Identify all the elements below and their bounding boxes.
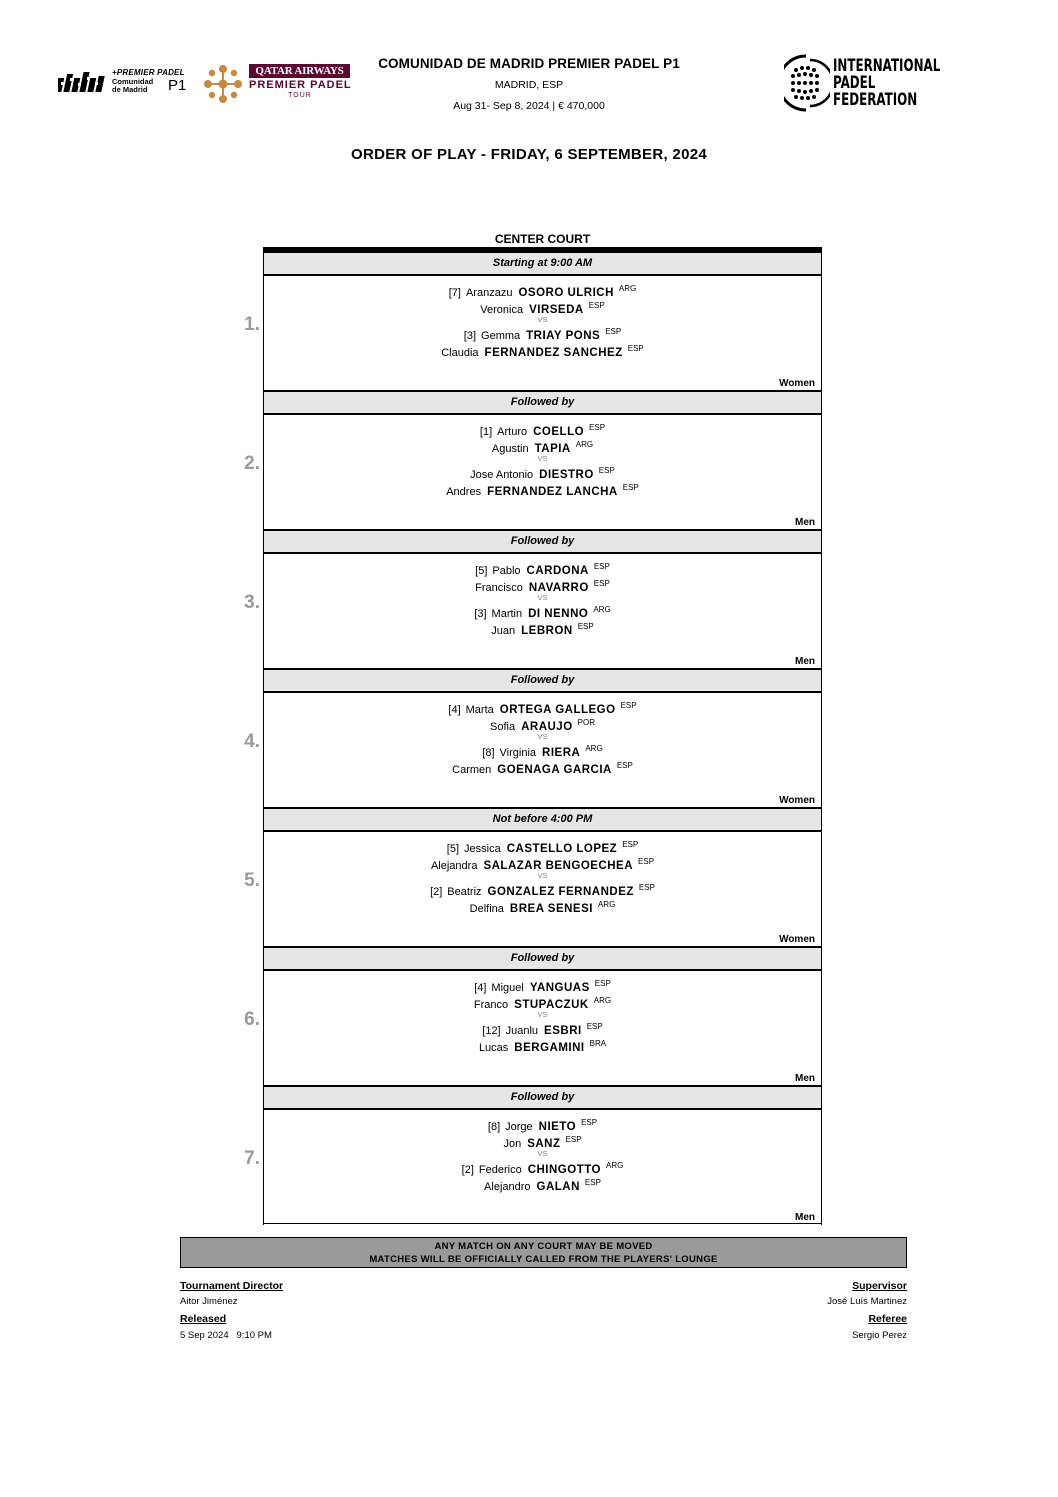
team2-player1 xyxy=(264,325,821,342)
player-last-name: FERNANDEZ LANCHA xyxy=(487,486,618,498)
match-slot-label: Followed by xyxy=(263,946,822,971)
player-last-name: DI NENNO xyxy=(528,608,589,620)
team1-player2 xyxy=(264,438,821,455)
player-last-name: GALAN xyxy=(536,1181,580,1193)
match-category: Men xyxy=(795,1212,815,1223)
match-card xyxy=(263,1110,822,1225)
referee-label: Referee xyxy=(868,1313,907,1325)
team2-player1 xyxy=(264,881,821,898)
player-last-name: RIERA xyxy=(542,747,581,759)
versus-label: VS xyxy=(537,454,548,463)
player-seed: [2] xyxy=(461,1164,474,1176)
player-nationality: ESP xyxy=(627,344,644,353)
player-last-name: BREA SENESI xyxy=(509,903,593,915)
team2-player2 xyxy=(264,1037,821,1054)
tournament-director-name: Aitor Jiménez xyxy=(180,1296,238,1307)
match-category: Women xyxy=(779,934,815,945)
player-first-name: Jose Antonio xyxy=(470,469,534,481)
player-seed: [5] xyxy=(446,843,460,855)
player-first-name: Juanlu xyxy=(505,1025,539,1037)
player-first-name: Beatriz xyxy=(447,886,482,898)
player-last-name: FERNANDEZ SANCHEZ xyxy=(484,347,623,359)
player-nationality: ESP xyxy=(586,1022,603,1031)
team2-player1 xyxy=(264,1159,821,1176)
match-number: 7. xyxy=(244,1148,260,1169)
court-name: CENTER COURT xyxy=(494,232,591,246)
match-slot-label: Followed by xyxy=(263,390,822,415)
team1-player2 xyxy=(264,577,821,594)
player-nationality: ESP xyxy=(638,857,655,866)
player-nationality: ESP xyxy=(593,579,610,588)
supervisor-name: José Luís Martinez xyxy=(827,1296,907,1307)
player-first-name: Arturo xyxy=(497,426,528,438)
player-nationality: ESP xyxy=(598,466,615,475)
match-slot-label: Followed by xyxy=(263,529,822,554)
tournament-header xyxy=(329,56,729,112)
player-last-name: CARDONA xyxy=(526,565,589,577)
player-seed: [3] xyxy=(474,608,487,620)
comunidad-madrid-text: Comunidad de Madrid xyxy=(112,77,154,94)
player-seed: [4] xyxy=(448,704,461,716)
versus-label: VS xyxy=(537,593,548,602)
player-last-name: TRIAY PONS xyxy=(526,330,601,342)
player-first-name: Jon xyxy=(503,1138,522,1150)
player-last-name: ESBRI xyxy=(544,1025,582,1037)
premier-padel-madrid-logo xyxy=(58,64,190,102)
player-first-name: Andres xyxy=(446,486,482,498)
player-last-name: BERGAMINI xyxy=(514,1042,585,1054)
player-first-name: Jessica xyxy=(464,843,501,855)
team1-player1 xyxy=(264,560,821,577)
player-nationality: ESP xyxy=(638,883,655,892)
player-last-name: TAPIA xyxy=(534,443,571,455)
player-nationality: ARG xyxy=(605,1161,624,1170)
player-last-name: CHINGOTTO xyxy=(527,1164,601,1176)
player-last-name: GOENAGA GARCIA xyxy=(497,764,612,776)
tour-text: TOUR xyxy=(288,92,312,99)
player-nationality: POR xyxy=(577,718,595,727)
player-first-name: Carmen xyxy=(452,764,492,776)
match-number: 3. xyxy=(244,592,260,613)
team1-player1 xyxy=(264,1116,821,1133)
player-nationality: ESP xyxy=(622,483,639,492)
team2-player2 xyxy=(264,481,821,498)
player-seed: [3] xyxy=(463,330,477,342)
player-nationality: ARG xyxy=(593,996,612,1005)
player-first-name: Miguel xyxy=(491,982,524,994)
team2-player2 xyxy=(264,759,821,776)
player-nationality: ESP xyxy=(616,761,633,770)
player-seed: [12] xyxy=(482,1025,501,1037)
player-last-name: SANZ xyxy=(527,1138,561,1150)
order-of-play-title: ORDER OF PLAY - FRIDAY, 6 SEPTEMBER, 2024 xyxy=(350,146,707,163)
player-first-name: Claudia xyxy=(441,347,479,359)
player-nationality: ESP xyxy=(584,1178,601,1187)
player-first-name: Virginia xyxy=(499,747,537,759)
player-first-name: Gemma xyxy=(481,330,521,342)
team1-player2 xyxy=(264,855,821,872)
tournament-director-label: Tournament Director xyxy=(180,1280,284,1292)
team2-player1 xyxy=(264,742,821,759)
team1-player2 xyxy=(264,1133,821,1150)
team2-player2 xyxy=(264,898,821,915)
tournament-location: MADRID, ESP xyxy=(494,79,564,91)
premier-padel-flower-icon xyxy=(203,64,243,104)
team2-player2 xyxy=(264,1176,821,1193)
team1-player1 xyxy=(264,977,821,994)
ipf-name: INTERNATIONAL PADEL FEDERATION xyxy=(833,56,941,109)
player-first-name: Pablo xyxy=(492,565,521,577)
player-last-name: ORTEGA GALLEGO xyxy=(499,704,616,716)
player-nationality: ESP xyxy=(588,301,605,310)
player-seed: [8] xyxy=(487,1121,501,1133)
versus-label: VS xyxy=(537,1010,548,1019)
player-last-name: STUPACZUK xyxy=(514,999,589,1011)
premier-padel-text: PREMIER PADEL xyxy=(249,79,352,91)
player-first-name: Juan xyxy=(491,625,516,637)
player-last-name: NIETO xyxy=(538,1121,577,1133)
international-padel-federation-logo xyxy=(784,54,941,112)
player-first-name: Martin xyxy=(491,608,523,620)
team2-player1 xyxy=(264,1020,821,1037)
player-last-name: GONZALEZ FERNANDEZ xyxy=(487,886,634,898)
match-slot-label: Followed by xyxy=(263,668,822,693)
match-number: 4. xyxy=(244,731,260,752)
premier-padel-tagline: +PREMIER PADEL xyxy=(112,68,185,77)
player-first-name: Marta xyxy=(465,704,494,716)
team1-player2 xyxy=(264,299,821,316)
match-slot-label: Not before 4:00 PM xyxy=(263,807,822,832)
match-card xyxy=(263,832,822,947)
player-nationality: ESP xyxy=(581,1118,598,1127)
player-last-name: COELLO xyxy=(533,426,585,438)
team2-player2 xyxy=(264,342,821,359)
player-seed: [5] xyxy=(475,565,488,577)
match-category: Men xyxy=(795,656,815,667)
player-nationality: ARG xyxy=(597,900,616,909)
versus-label: VS xyxy=(537,1149,548,1158)
player-seed: [4] xyxy=(474,982,487,994)
ipf-ball-icon xyxy=(784,54,830,112)
match-category: Women xyxy=(779,795,815,806)
player-nationality: ESP xyxy=(593,562,610,571)
player-last-name: VIRSEDA xyxy=(529,304,584,316)
match-card xyxy=(263,276,822,391)
released-value: 5 Sep 2024 9:10 PM xyxy=(180,1330,272,1341)
match-category: Men xyxy=(795,1073,815,1084)
team1-player1 xyxy=(264,838,821,855)
player-first-name: Franco xyxy=(473,999,509,1011)
versus-label: VS xyxy=(537,871,548,880)
match-number: 2. xyxy=(244,453,260,474)
player-seed: [2] xyxy=(430,886,443,898)
team1-player2 xyxy=(264,716,821,733)
player-first-name: Aranzazu xyxy=(465,287,513,299)
player-nationality: ARG xyxy=(593,605,611,614)
player-nationality: ARG xyxy=(585,744,603,753)
referee-name: Sergio Perez xyxy=(852,1330,907,1341)
player-first-name: Alejandro xyxy=(484,1181,531,1193)
player-nationality: ESP xyxy=(589,423,606,432)
match-card xyxy=(263,415,822,530)
tournament-dates-prize: Aug 31- Sep 8, 2024 | € 470,000 xyxy=(453,100,605,112)
player-last-name: OSORO ULRICH xyxy=(518,287,614,299)
p1-category-text: P1 xyxy=(168,77,187,94)
player-last-name: SALAZAR BENGOECHEA xyxy=(483,860,634,872)
match-card xyxy=(263,554,822,669)
player-first-name: Lucas xyxy=(478,1042,509,1054)
player-seed: [7] xyxy=(448,287,461,299)
player-first-name: Delfina xyxy=(469,903,504,915)
player-nationality: ARG xyxy=(575,440,594,449)
match-category: Men xyxy=(795,517,815,528)
supervisor-label: Supervisor xyxy=(852,1280,907,1292)
player-last-name: CASTELLO LOPEZ xyxy=(506,843,618,855)
match-number: 5. xyxy=(244,870,260,891)
player-last-name: DIESTRO xyxy=(539,469,594,481)
notice-line-2: MATCHES WILL BE OFFICIALLY CALLED FROM THE PLAYERS' LOUNGE xyxy=(369,1254,718,1265)
team2-player1 xyxy=(264,603,821,620)
qatar-airways-text: QATAR AIRWAYS xyxy=(249,64,350,78)
player-nationality: ESP xyxy=(620,701,637,710)
player-first-name: Agustin xyxy=(491,443,529,455)
schedule-notice xyxy=(180,1237,907,1268)
team2-player1 xyxy=(264,464,821,481)
team1-player1 xyxy=(264,699,821,716)
player-nationality: ESP xyxy=(565,1135,582,1144)
match-number: 1. xyxy=(244,314,260,335)
team2-player2 xyxy=(264,620,821,637)
player-nationality: ESP xyxy=(577,622,594,631)
versus-label: VS xyxy=(537,732,548,741)
notice-line-1: ANY MATCH ON ANY COURT MAY BE MOVED xyxy=(434,1241,653,1252)
match-slot-label: Starting at 9:00 AM xyxy=(263,251,822,276)
player-nationality: BRA xyxy=(589,1039,607,1048)
player-seed: [8] xyxy=(482,747,495,759)
player-first-name: Federico xyxy=(478,1164,522,1176)
match-card xyxy=(263,971,822,1086)
player-seed: [1] xyxy=(479,426,493,438)
tournament-title: COMUNIDAD DE MADRID PREMIER PADEL P1 xyxy=(378,56,680,71)
player-last-name: YANGUAS xyxy=(529,982,590,994)
released-label: Released xyxy=(180,1313,227,1325)
player-first-name: Francisco xyxy=(475,582,523,594)
madrid-logo-mark-icon xyxy=(58,70,108,96)
player-first-name: Veronica xyxy=(480,304,524,316)
player-first-name: Alejandra xyxy=(430,860,478,872)
team1-player1 xyxy=(264,282,821,299)
player-nationality: ARG xyxy=(618,284,637,293)
match-number: 6. xyxy=(244,1009,260,1030)
player-first-name: Sofia xyxy=(490,721,516,733)
player-first-name: Jorge xyxy=(505,1121,533,1133)
player-last-name: LEBRON xyxy=(521,625,573,637)
match-slot-label: Followed by xyxy=(263,1085,822,1110)
player-nationality: ESP xyxy=(594,979,611,988)
table-bottom-rule xyxy=(263,1223,822,1224)
player-nationality: ESP xyxy=(622,840,639,849)
versus-label: VS xyxy=(537,315,548,324)
team1-player2 xyxy=(264,994,821,1011)
team1-player1 xyxy=(264,421,821,438)
player-last-name: NAVARRO xyxy=(528,582,589,594)
match-card xyxy=(263,693,822,808)
player-nationality: ESP xyxy=(605,327,622,336)
match-category: Women xyxy=(779,378,815,389)
player-last-name: ARAUJO xyxy=(521,721,573,733)
